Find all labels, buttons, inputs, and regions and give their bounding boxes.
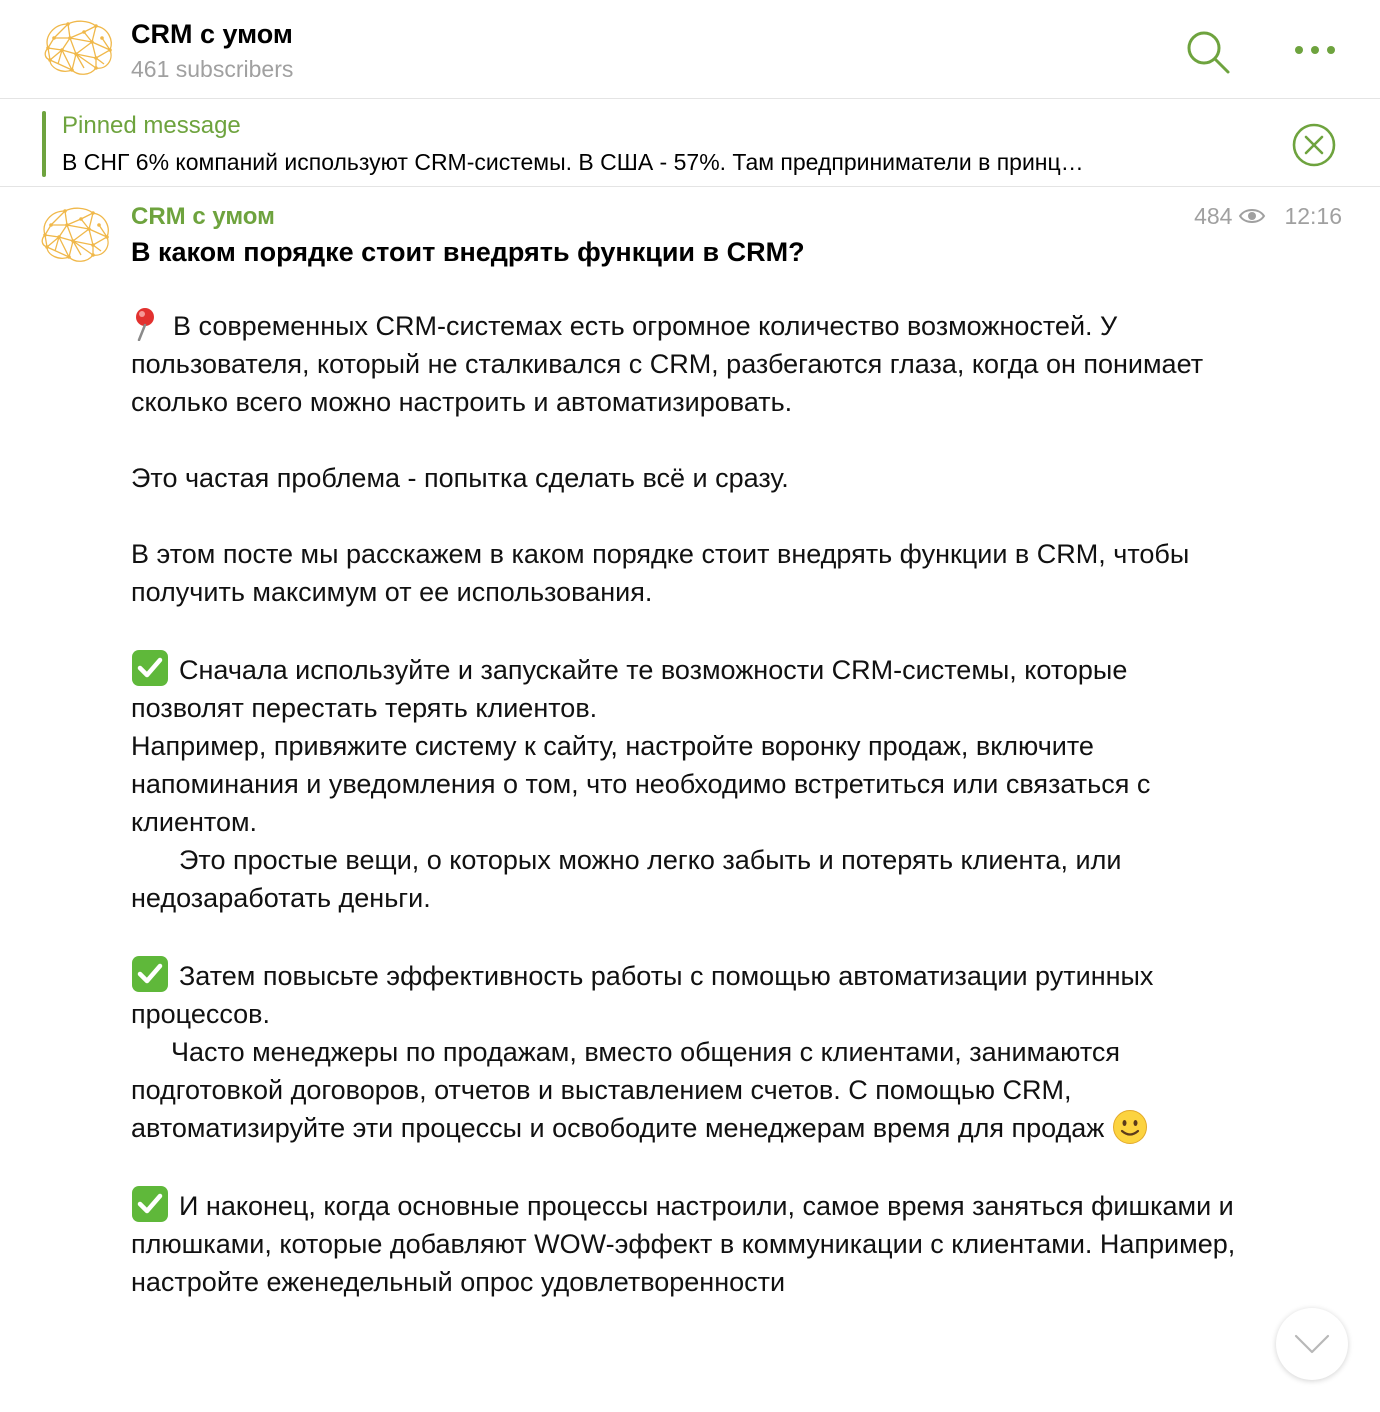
blank-line (131, 497, 1241, 535)
chat-header (0, 0, 1380, 99)
pinned-label: Pinned message (62, 112, 241, 139)
check-mark-button-icon (131, 649, 169, 687)
post-meta (1194, 201, 1342, 231)
chevron-down-icon (1294, 1332, 1330, 1356)
post-author[interactable]: CRM с умом (131, 203, 275, 230)
step-2-note (131, 1033, 1241, 1147)
step-1-heading (131, 649, 1241, 727)
scroll-to-bottom-button[interactable] (1276, 1308, 1348, 1380)
author-avatar-brain-icon[interactable] (37, 205, 113, 267)
search-icon[interactable] (1185, 29, 1231, 75)
more-dots-icon[interactable] (1290, 34, 1340, 66)
check-mark-button-icon (131, 955, 169, 993)
step-1-example: Например, привяжите систему к сайту, настройте воронку продаж, включите напоминания и уведомления о том, что необходимо встретиться или связаться с клиентом. (131, 731, 1151, 837)
paragraph-problem: Это частая проблема - попытка сделать всё и сразу. (131, 463, 789, 493)
paragraph-intro (131, 307, 1241, 421)
check-mark-button-icon (131, 1185, 169, 1223)
paragraph-intro-text: В современных CRM-системах есть огромное количество возможностей. У пользователя, который не сталкивался с CRM, разбегаются глаза, когда он понимает сколько всего можно настроить и автоматизировать. (131, 311, 1204, 417)
slightly-smiling-face-icon (1112, 1109, 1148, 1145)
channel-post (0, 187, 1380, 1412)
paragraph-purpose: В этом посте мы расскажем в каком порядке стоит внедрять функции в CRM, чтобы получить максимум от ее использования. (131, 539, 1190, 607)
eye-icon (1238, 206, 1266, 226)
step-2-note-text: Часто менеджеры по продажам, вместо общения с клиентами, занимаются подготовкой договоров, отчетов и выставлением счетов. С помощью CRM, автоматизируйте эти процессы и освободите менеджерам время для продаж (131, 1037, 1121, 1143)
post-title: В каком порядке стоит внедрять функции в CRM? (131, 237, 805, 267)
pinned-text[interactable]: В СНГ 6% компаний используют CRM-системы. В США - 57%. Там предприниматели в принц… (62, 149, 1084, 175)
step-2-text: Затем повысьте эффективность работы с помощью автоматизации рутинных процессов. (131, 961, 1154, 1029)
step-1-text: Сначала используйте и запускайте те возможности CRM-системы, которые позволят перестать терять клиентов. (131, 655, 1128, 723)
close-circle-icon[interactable] (1289, 120, 1339, 170)
channel-avatar-brain-icon[interactable] (40, 18, 116, 80)
subscriber-count: 461 subscribers (131, 56, 294, 82)
blank-line (131, 611, 1241, 649)
step-2-heading (131, 955, 1241, 1033)
pinned-accent-bar (42, 111, 46, 177)
round-pushpin-icon (131, 307, 163, 341)
post-body (131, 307, 1241, 1301)
blank-line (131, 917, 1241, 955)
blank-line (131, 1147, 1241, 1185)
step-3-text: И наконец, когда основные процессы настроили, самое время заняться фишками и плюшками, которые добавляют WOW-эффект в коммуникации с клиентами. Например, настройте еженедельный опрос удовлетворенности (131, 1191, 1236, 1297)
blank-line (131, 421, 1241, 459)
post-time: 12:16 (1284, 203, 1342, 229)
step-3-heading (131, 1185, 1241, 1301)
pinned-message-bar[interactable] (0, 99, 1380, 187)
step-1-note (131, 841, 1241, 917)
view-count: 484 (1194, 203, 1233, 229)
step-1-note-text: Это простые вещи, о которых можно легко забыть и потерять клиента, или недозаработать деньги. (131, 845, 1122, 913)
channel-title[interactable]: CRM с умом (131, 19, 293, 49)
